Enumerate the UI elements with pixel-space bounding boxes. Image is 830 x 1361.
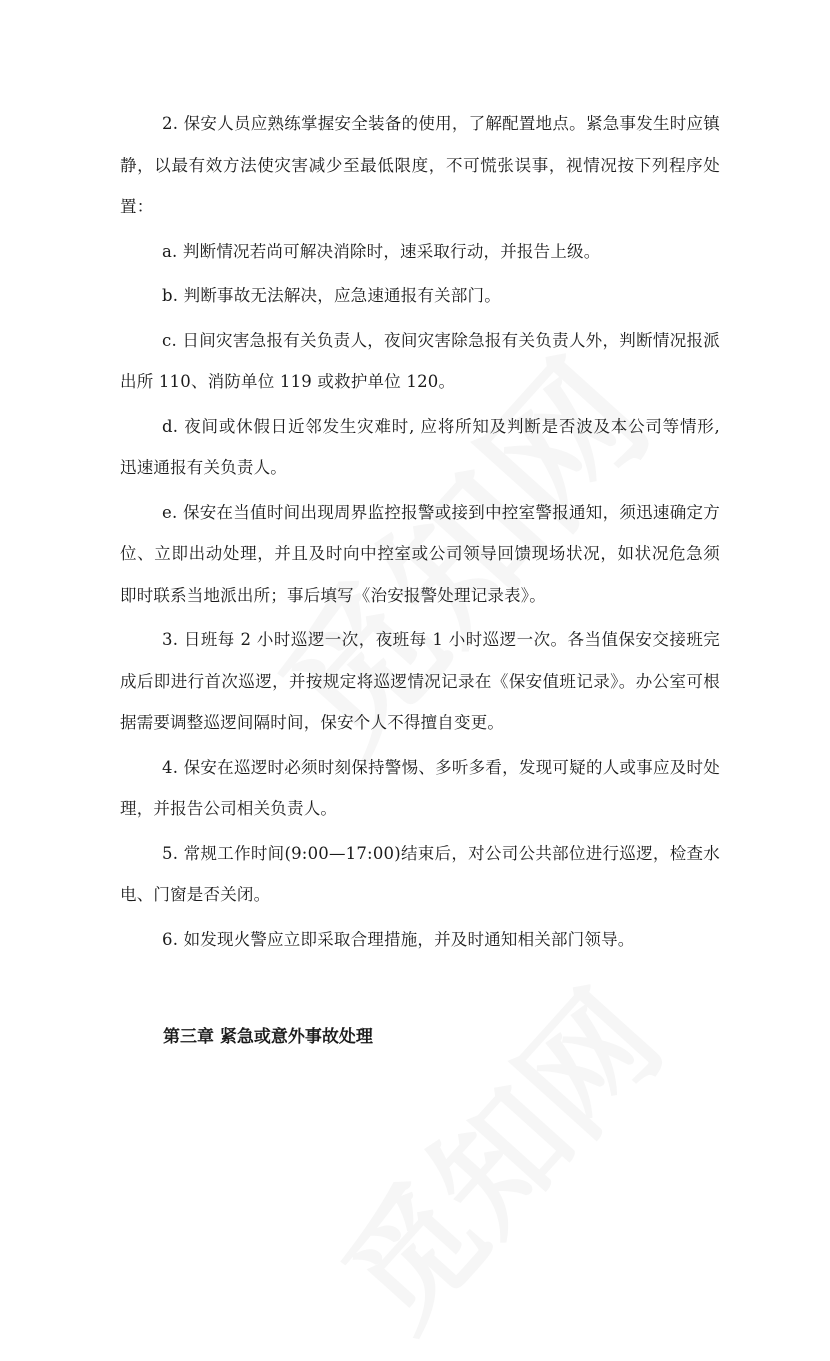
watermark-lower — [295, 946, 695, 1361]
paragraph-item-5: 5. 常规工作时间(9:00—17:00)结束后，对公司公共部位进行巡逻，检查水电、门窗是否关闭。 — [120, 843, 720, 904]
paragraph-item-d: d. 夜间或休假日近邻发生灾难时, 应将所知及判断是否波及本公司等情形, 迅速通报有关负责人。 — [120, 416, 720, 477]
paragraph-item-c: c. 日间灾害急报有关负责人，夜间灾害除急报有关负责人外，判断情况报派出所 110、消防单位 119 或救护单位 120。 — [120, 330, 720, 391]
paragraph-item-a: a. 判断情况若尚可解决消除时，速采取行动，并报告上级。 — [162, 241, 601, 261]
paragraph-item-4: 4. 保安在巡逻时必须时刻保持警惕、多听多看，发现可疑的人或事应及时处理，并报告公司相关负责人。 — [120, 757, 720, 818]
paragraph-item-6: 6. 如发现火警应立即采取合理措施，并及时通知相关部门领导。 — [162, 929, 635, 949]
paragraph-item-2: 2. 保安人员应熟练掌握安全装备的使用，了解配置地点。紧急事发生时应镇静，以最有效方法使灾害减少至最低限度，不可慌张误事，视情况按下列程序处置： — [120, 114, 720, 216]
paragraph-item-b: b. 判断事故无法解决，应急速通报有关部门。 — [162, 286, 501, 305]
chapter-heading: 第三章 紧急或意外事故处理 — [163, 1027, 373, 1047]
document-body — [120, 103, 720, 963]
paragraph-item-e: e. 保安在当值时间出现周界监控报警或接到中控室警报通知，须迅速确定方位、立即出动处理，并且及时向中控室或公司领导回馈现场状况，如状况危急须即时联系当地派出所；事后填写《治安报警处理记录表》。 — [120, 502, 720, 605]
paragraph-item-3: 3. 日班每 2 小时巡逻一次，夜班每 1 小时巡逻一次。各当值保安交接班完成后即进行首次巡逻，并按规定将巡逻情况记录在《保安值班记录》。办公室可根据需要调整巡逻间隔时间，保安个人不得擅自变更。 — [120, 630, 720, 732]
